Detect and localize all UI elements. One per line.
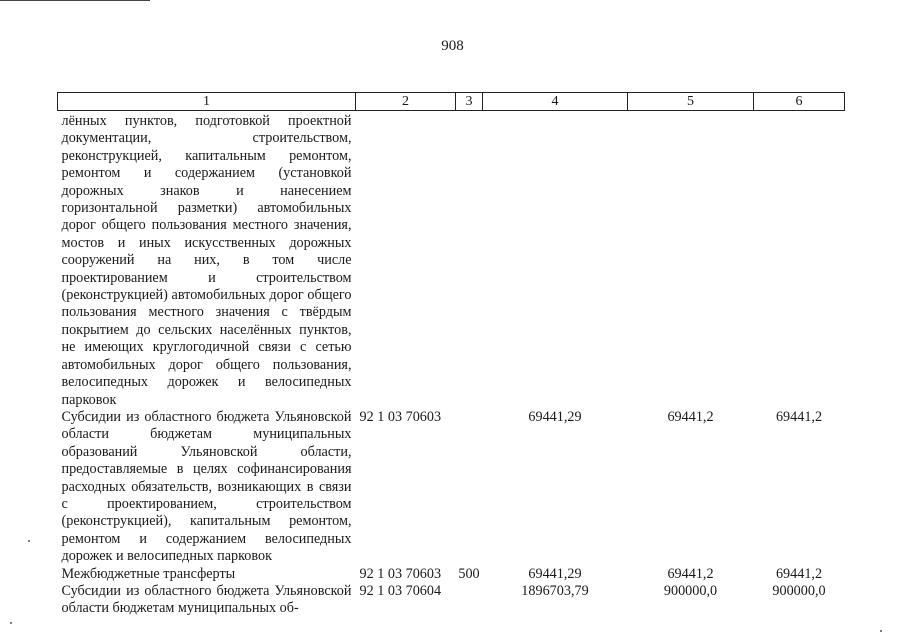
row-description: Субсидии из областного бюджета Ульяновской области бюджетам муниципальных образований Ульяновской области, предоставляемые в целях софинансирования расходных обязательств, возникающих в связи с проектированием, строительством (реконструкцией), капитальным ремонтом, ремонтом и содержанием велосипедных дорожек и велосипедных парковок — [61, 408, 352, 565]
row-value-1: 69441,29 — [528, 408, 582, 425]
header-col-5: 5 — [628, 93, 754, 111]
row-value-2 — [628, 111, 754, 409]
header-col-3: 3 — [456, 93, 483, 111]
row-description: лённых пунктов, подготовкой проектной документации, строительством, реконструкцией, капитальным ремонтом, ремонтом и содержанием (установкой дорожных знаков и нанесением горизонтальной разметки) автомобильных дорог общего пользования местного значения, мостов и иных искусственных дорожных сооружений на них, в том числе проектированием и строительством (реконструкцией) автомобильных дорог общего пользования местного значения с твёрдым покрытием до сельских населённых пунктов, не имеющих круглогодичной связи с сетью автомобильных дорог общего пользования, велосипедных дорожек и велосипедных парковок — [61, 113, 352, 408]
table-row — [58, 111, 845, 409]
row-value-1: 1896703,79 — [521, 582, 589, 599]
row-value-3: 69441,2 — [775, 408, 823, 425]
row-value-3 — [754, 111, 845, 409]
row-code: 92 1 03 70604 — [359, 582, 442, 599]
scan-edge-line — [0, 0, 150, 1]
row-description: Субсидии из областного бюджета Ульяновской области бюджетам муниципальных об- — [61, 582, 352, 617]
row-description: Межбюджетные трансферты — [61, 565, 236, 582]
budget-table — [57, 92, 845, 618]
header-col-1: 1 — [58, 93, 356, 111]
row-value-3: 900000,0 — [772, 582, 826, 599]
header-col-2: 2 — [356, 93, 456, 111]
table-header-row — [58, 93, 845, 111]
row-type: 500 — [458, 565, 480, 582]
row-value-1 — [483, 111, 628, 409]
table-row — [58, 409, 845, 566]
row-type — [456, 111, 483, 409]
row-value-2: 69441,2 — [667, 565, 714, 582]
row-value-2: 69441,2 — [667, 408, 714, 425]
row-type — [456, 409, 483, 566]
row-code — [356, 111, 456, 409]
table-row — [58, 566, 845, 583]
row-code: 92 1 03 70603 — [359, 408, 442, 425]
page-number: 908 — [441, 38, 464, 54]
row-code: 92 1 03 70603 — [359, 565, 442, 582]
row-value-3: 69441,2 — [775, 565, 823, 582]
header-col-4: 4 — [483, 93, 628, 111]
scan-speck — [880, 630, 882, 632]
table-row — [58, 583, 845, 618]
scan-speck — [10, 622, 12, 624]
row-value-2: 900000,0 — [663, 582, 718, 599]
header-col-6: 6 — [754, 93, 845, 111]
row-value-1: 69441,29 — [528, 565, 582, 582]
row-type — [456, 583, 483, 618]
scan-speck — [28, 540, 30, 542]
